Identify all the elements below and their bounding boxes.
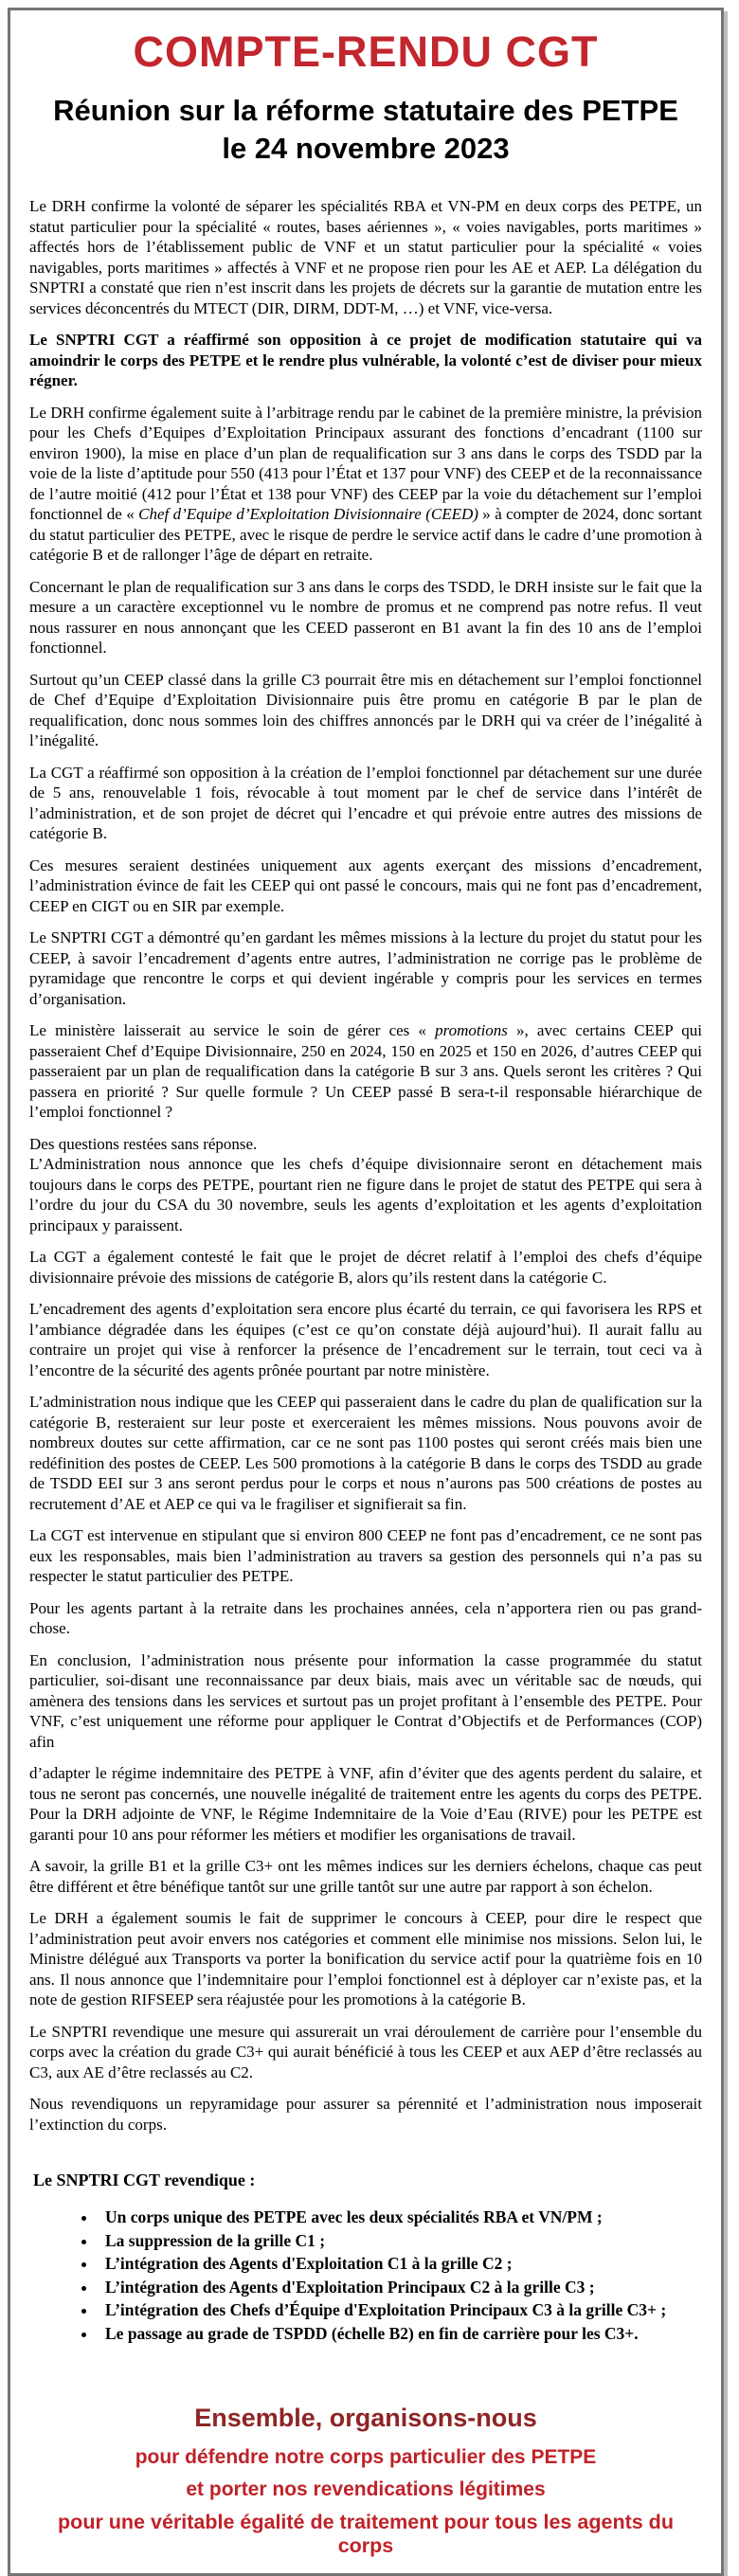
paragraph [29, 1247, 702, 1288]
paragraph [29, 1598, 702, 1639]
demand-item: • Le passage au grade de TSPDD (échelle B2) en fin de carrière pour les C3+. [98, 2322, 702, 2346]
subtitle-line-2: le 24 novembre 2023 [222, 132, 510, 165]
paragraph [29, 928, 702, 1009]
paragraph [29, 1020, 702, 1123]
paragraph-segment: A savoir, la grille B1 et la grille C3+ ont les mêmes indices sur les derniers échelons, chaque cas peut être différent et être bénéfique tantôt sur une grille tantôt sur une autre par rapport à son échelon. [29, 1857, 702, 1896]
paragraph-italic-segment: promotions [435, 1021, 508, 1039]
paragraph-segment: Le DRH confirme la volonté de séparer les spécialités RBA et VN-PM en deux corps des PETPE, un statut particulier pour la spécialité « routes, bases aériennes », « voies navigables, ports maritimes » affectés hors de l’établissement public de VNF et un statut particulier pour la spécialité « voies navigables, ports maritimes » affectés à VNF et ne propose rien pour les AE et AEP. La délégation du SNPTRI a constaté que rien n’est inscrit dans les projets de décrets sur la garantie de mutation entre les services déconcentrés du MTECT (DIR, DIRM, DDT-M, …) et VNF, vice-versa. [29, 197, 702, 317]
paragraph [29, 1908, 702, 2010]
demand-item: • L’intégration des Agents d'Exploitation Principaux C2 à la grille C3 ; [98, 2276, 702, 2299]
paragraph [29, 1650, 702, 1753]
paragraph [29, 1763, 702, 1845]
paragraph-segment: Le SNPTRI revendique une mesure qui assurerait un vrai déroulement de carrière pour l’ensemble du corps avec la création du grade C3+ qui aurait bénéficié à tous les CEEP et aux AEP d’être reclassés au C3, aux AE d’être reclassés au C2. [29, 2022, 702, 2081]
paragraph-segment: Le SNPTRI CGT a démontré qu’en gardant les mêmes missions à la lecture du projet du statut pour les CEEP, à savoir l’encadrement d’agents entre autres, l’administration ne corrige pas le problème de pyramidage que rencontre le corps et qui devient ingérable y compris pour les services en termes d’organisation. [29, 928, 702, 1008]
footer-line-4: pour une véritable égalité de traitement pour tous les agents du corps [58, 2511, 674, 2557]
paragraph-segment: Surtout qu’un CEEP classé dans la grille C3 pourrait être mis en détachement sur l’emploi fonctionnel de Chef d’Equipe d’Exploitation Divisionnaire puis être promu en catégorie B par le plan de requalification, donc nous sommes loin des chiffres annoncés par le DRH qui va créer de l’inégalité à l’inégalité. [29, 670, 702, 749]
demands-heading: Le SNPTRI CGT revendique : [33, 2171, 256, 2189]
demand-item: • L’intégration des Chefs d’Équipe d'Exploitation Principaux C3 à la grille C3+ ; [98, 2298, 702, 2322]
paragraph [29, 670, 702, 751]
footer-heading: Ensemble, organisons-nous [194, 2404, 537, 2432]
paragraph [29, 2022, 702, 2083]
paragraph [29, 1856, 702, 1897]
document-body [29, 196, 702, 2135]
paragraph-segment: Le ministère laisserait au service le soin de gérer ces « [29, 1021, 436, 1039]
demand-list [98, 2206, 702, 2345]
paragraph-segment: L’encadrement des agents d’exploitation sera encore plus écarté du terrain, ce qui favorisera les RPS et l’ambiance dégradée dans les équipes (c’est ce qu’on constate déjà aujourd’hui). Il aurait fallu au contraire un projet qui vise à renforcer la présence de l’encadrement sur le terrain, tout ceci va à l’encontre de la sécurité des agents prônée pourtant par notre ministère. [29, 1300, 702, 1379]
paragraph [29, 577, 702, 658]
paragraph-segment: Des questions restées sans réponse. [29, 1134, 258, 1153]
paragraph-segment: Ces mesures seraient destinées uniquement aux agents exerçant des missions d’encadrement, l’administration évince de fait les CEEP qui ont passé le concours, mais qui ne font pas d’encadrement, CEEP en CIGT ou en SIR par exemple. [29, 856, 702, 915]
paragraph [29, 1154, 702, 1235]
paragraph-segment: En conclusion, l’administration nous présente pour information la casse programmée du statut particulier, soi-disant une reconnaissance par deux biais, mais avec un véritable sac de nœuds, qui amènera des tensions dans les services et surtout pas un projet profitant à l’ensemble des PETPE. Pour VNF, c’est uniquement une réforme pour appliquer le Contrat d’Objectifs et de Performances (COP) afin [29, 1650, 702, 1751]
paragraph-segment: Concernant le plan de requalification sur 3 ans dans le corps des TSDD, le DRH insiste sur le fait que la mesure a un caractère exceptionnel vu le nombre de promus et ne comprend pas notre refus. Il veut nous rassurer en nous annonçant que les CEED passeront en B1 avant la fin des 10 ans de l’emploi fonctionnel. [29, 577, 702, 657]
paragraph [29, 1392, 702, 1514]
paragraph [29, 1134, 702, 1155]
paragraph [29, 856, 702, 917]
demand-item: • La suppression de la grille C1 ; [98, 2229, 702, 2253]
subtitle-line-1: Réunion sur la réforme statutaire des PETPE [53, 94, 678, 127]
paragraph-segment: La CGT a réaffirmé son opposition à la création de l’emploi fonctionnel par détachement sur une durée de 5 ans, renouvelable 1 fois, révocable à tout moment par le chef de service dans l’intérêt de l’administration, et de son projet de décret qui l’encadre et qui prévoie entre autres des missions de catégorie B. [29, 763, 702, 842]
paragraph [29, 403, 702, 566]
demand-item: • Un corps unique des PETPE avec les deux spécialités RBA et VN/PM ; [98, 2206, 702, 2229]
paragraph-segment: Pour les agents partant à la retraite dans les prochaines années, cela n’apportera rien ou pas grand-chose. [29, 1598, 702, 1637]
paragraph [29, 196, 702, 318]
paragraph-segment: La CGT a également contesté le fait que le projet de décret relatif à l’emploi des chefs d’équipe divisionnaire prévoie des missions de catégorie B, alors qu’ils restent dans la catégorie C. [29, 1248, 702, 1287]
paragraph-segment: La CGT est intervenue en stipulant que si environ 800 CEEP ne font pas d’encadrement, ce ne sont pas eux les responsables, mais bien l’administration au travers sa gestion des personnels qui n’a pas su respecter le statut particulier des PETPE. [29, 1526, 702, 1585]
paragraph [29, 1299, 702, 1380]
document-title: COMPTE-RENDU CGT [133, 27, 599, 76]
paragraph-segment: », avec certains CEEP qui passeraient Chef d’Equipe Divisionnaire, 250 en 2024, 150 en 2025 et 150 en 2026, d’autres CEEP qui passeraient par un plan de requalification dans la catégorie B sur 3 ans. Quels seront les critères ? Qui passera en priorité ? Sur quelle formule ? Un CEEP passé B sera-t-il responsable hiérarchique de l’emploi fonctionnel ? [29, 1021, 702, 1121]
paragraph-segment: Nous revendiquons un repyramidage pour assurer sa pérennité et l’administration nous imposerait l’extinction du corps. [29, 2095, 702, 2134]
footer-line-2: pour défendre notre corps particulier des PETPE [135, 2446, 597, 2468]
footer-call-to-action [29, 2404, 702, 2558]
demand-item: • L’intégration des Agents d'Exploitation C1 à la grille C2 ; [98, 2252, 702, 2276]
document-subtitle [29, 92, 702, 168]
paragraph-segment: Le DRH confirme également suite à l’arbitrage rendu par le cabinet de la première ministre, la prévision pour les Chefs d’Equipes d’Exploitation Principaux assurant des fonctions d’encadrant (1100 sur environ 1900), la mise en place d’un plan de requalification sur 3 ans dans le corps des TSDD par la voie de la liste d’aptitude pour 550 (413 pour l’État et 137 pour VNF) des CEEP et de la reconnaissance de l’autre moitié (412 pour l’État et 138 pour VNF) des CEEP par la voie du détachement sur l’emploi fonctionnel de « [29, 403, 702, 523]
document-page [8, 8, 724, 2576]
paragraph [29, 2094, 702, 2135]
paragraph-segment: d’adapter le régime indemnitaire des PETPE à VNF, afin d’éviter que des agents perdent du salaire, et tous ne seront pas concernés, une nouvelle inégalité de traitement entre les agents du corps des PETPE. Pour la DRH adjointe de VNF, le Régime Indemnitaire de la Voie d’Eau (RIVE) pour les PETPE est garanti pour 10 ans pour réformer les métiers et modifier les organisations de travail. [29, 1764, 702, 1844]
paragraph-segment: » à compter de 2024, donc sortant du statut particulier des PETPE, avec le risque de perdre le service actif dans le cadre d’une promotion à catégorie B et de rallonger l’âge de départ en retraite. [29, 505, 702, 564]
footer-line-3: et porter nos revendications légitimes [186, 2478, 546, 2500]
paragraph-segment: L’administration nous indique que les CEEP qui passeraient dans le cadre du plan de qualification sur la catégorie B, resteraient sur leur poste et exerceraient les mêmes missions. Nous pouvons avoir de nombreux doutes sur cette affirmation, car ce ne sont pas 1100 postes qui seront créés mais bien une redéfinition des postes de CEEP. Les 500 promotions à la catégorie B dans le corps des TSDD au grade de TSDD EEI sur 3 ans seront perdus pour le corps et nous n’aurons pas 500 créations de postes au recrutement d’AE et AEP ce qui va le fragiliser et signifierait sa fin. [29, 1393, 702, 1513]
paragraph-segment: L’Administration nous annonce que les chefs d’équipe divisionnaire seront en détachement mais toujours dans le corps des PETPE, pourtant rien ne figure dans le projet de statut des PETPE qui sera à l’ordre du jour du CSA du 30 novembre, seuls les agents d’exploitation et les agents d’exploitation principaux y paraissent. [29, 1155, 702, 1234]
paragraph-segment: Le DRH a également soumis le fait de supprimer le concours à CEEP, pour dire le respect que l’administration peut avoir envers nos catégories et comment elle minimise nos missions. Selon lui, le Ministre délégué aux Transports va porter la bonification du service actif pour la quatrième fois en 10 ans. Il nous annonce que l’indemnitaire pour l’emploi fonctionnel est à déployer car n’existe pas, et la note de gestion RIFSEEP sera réajustée pour les promotions à la catégorie B. [29, 1909, 702, 2009]
paragraph-italic-segment: Chef d’Equipe d’Exploitation Divisionnaire (CEED) [138, 505, 478, 523]
paragraph [29, 763, 702, 844]
paragraph [29, 1525, 702, 1587]
paragraph [29, 330, 702, 391]
paragraph-segment: Le SNPTRI CGT a réaffirmé son opposition à ce projet de modification statutaire qui va amoindrir le corps des PETPE et le rendre plus vulnérable, la volonté c’est de diviser pour mieux régner. [29, 331, 702, 389]
